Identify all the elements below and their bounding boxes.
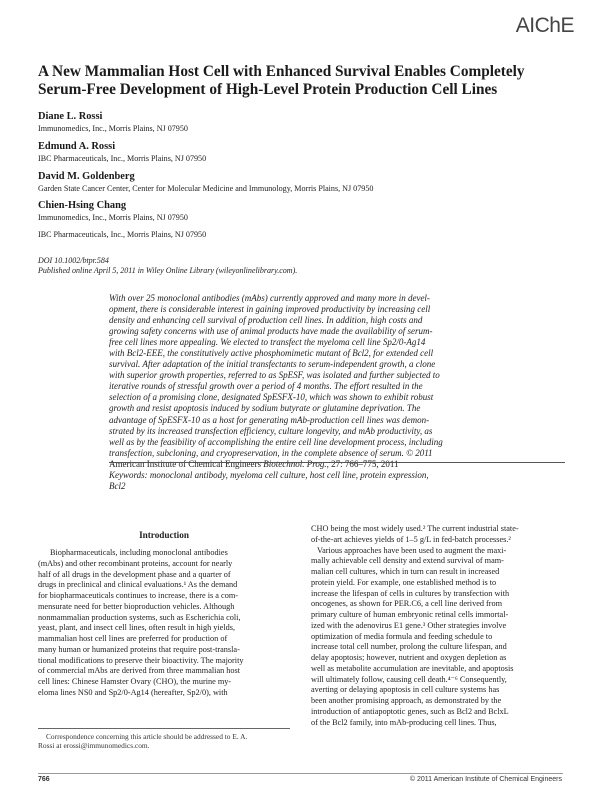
author-affiliation: IBC Pharmaceuticals, Inc., Morris Plains, NJ 07950	[38, 154, 207, 163]
abstract-line: strated by its increased transfection efficiency, culture longevity, and mAb productivity, as	[109, 425, 433, 436]
body-line: (mAbs) and other recombinant proteins, account for nearly	[38, 558, 233, 568]
author-affiliation: Immunomedics, Inc., Morris Plains, NJ 07950	[38, 124, 188, 133]
body-line: been another promising approach, as demonstrated by the	[311, 696, 502, 705]
body-line: CHO being the most widely used.² The current industrial state-	[311, 524, 519, 533]
body-line: primary culture of human embryonic retinal cells immortal-	[311, 610, 509, 619]
title-line: Serum-Free Development of High-Level Protein Production Cell Lines	[38, 80, 498, 98]
journal-logo: AIChE	[515, 14, 574, 37]
body-line: of-the-art achieves yields of 1–5 g/L in fed-batch processes.²	[311, 534, 511, 544]
abstract-line: well as by the feasibility of accomplishing the entire cell line development process, including	[109, 436, 443, 447]
publication-note: Published online April 5, 2011 in Wiley Online Library (wileyonlinelibrary.com).	[38, 266, 298, 275]
author-name: Diane L. Rossi	[38, 111, 103, 122]
keywords-line: Bcl2	[109, 480, 126, 491]
abstract-publisher: American Institute of Chemical Engineers	[109, 458, 261, 469]
abstract-line: advantage of SpESFX-10 as a host for generating mAb-production cell lines was demon-	[109, 414, 430, 425]
body-line: increase the lifespan of cells in cultures by transfection with	[311, 588, 510, 598]
body-line: half of all drugs in the development phase and a quarter of	[38, 569, 231, 579]
body-line: of the Bcl2 family, into mAb-producing cell lines. Thus,	[311, 717, 497, 727]
body-line: drugs in preclinical and clinical evaluations.¹ As the demand	[38, 580, 238, 590]
body-line: increase total cell number, prolong the culture lifespan, and	[311, 642, 507, 652]
body-line: ized with the adenovirus E1 gene.³ Other strategies involve	[311, 620, 507, 630]
abstract-journal: Biotechnol. Prog.,	[263, 458, 329, 469]
body-line: well as metabolite accumulation are inevitable, and apoptosis	[311, 663, 514, 673]
abstract-line: iterative rounds of stressful growth over a period of 4 months. The effort resulted in the	[109, 381, 423, 392]
author-name: David M. Goldenberg	[38, 171, 135, 182]
body-line: mensurate need for better bioproduction vehicles. Although	[38, 601, 235, 611]
body-line: eloma lines NS0 and Sp2/0-Ag14 (hereafter, Sp2/0), with	[38, 687, 228, 697]
correspondence-footnote	[38, 728, 290, 750]
body-line: mally achievable cell density and extend survival of mam-	[311, 556, 504, 566]
abstract-line: free cell lines more appealing. We elected to transfect the myeloma cell line Sp2/0-Ag14	[109, 337, 426, 348]
right-column	[311, 524, 563, 728]
body-line: Various approaches have been used to augment the maxi-	[311, 545, 507, 555]
author-affiliation: IBC Pharmaceuticals, Inc., Morris Plains, NJ 07950	[38, 230, 207, 239]
author-name: Chien-Hsing Chang	[38, 200, 127, 211]
doi-block	[38, 256, 297, 276]
footnote-line: Correspondence concerning this article should be addressed to E. A.	[46, 732, 248, 741]
abstract-line: with superior growth properties, referred to as SpESF, was isolated and further subjected to	[109, 370, 440, 381]
abstract-citation: 27: 766–775, 2011	[331, 458, 399, 469]
body-line: of commercial mAbs are derived from three mammalian host	[38, 666, 241, 676]
abstract-line: with Bcl2-EEE, the constitutively active phosphomimetic mutant of Bcl2, for extended cell	[109, 348, 434, 359]
page-footer-rule	[38, 773, 563, 774]
abstract-line: growth and resist apoptosis induced by sodium butyrate or glutamine deprivation. The	[109, 403, 421, 414]
section-heading: Introduction	[139, 530, 189, 540]
abstract-divider	[109, 462, 565, 463]
doi[interactable]: DOI 10.1002/btpr.584	[38, 256, 109, 265]
body-line: optimization of media formula and feeding schedule to	[311, 631, 493, 641]
body-line: protein yield. For example, one established method is to	[311, 577, 497, 587]
body-line: many human or humanized proteins that require post-transla-	[38, 644, 240, 654]
body-line: delay apoptosis; however, nutrient and oxygen depletion as	[311, 653, 507, 662]
body-line: oncogenes, as shown for PER.C6, a cell line derived from	[311, 599, 503, 609]
footnote-line: Rossi at erossi@immunomedics.com.	[38, 741, 150, 750]
abstract-line: opment, there is considerable interest in gaining improved productivity by increasing cell	[109, 304, 431, 315]
body-line: nonmammalian production systems, such as Escherichia coli,	[38, 612, 241, 622]
footnote-rule	[38, 728, 290, 729]
left-column	[38, 548, 290, 699]
abstract-line: selection of a promising clone, designated SpESFX-10, which was shown to exhibit robust	[109, 392, 434, 403]
body-line: averting or delaying apoptosis in cell culture systems has	[311, 685, 500, 695]
body-line: mammalian host cell lines are preferred for production of	[38, 634, 228, 643]
page-number: 766	[38, 776, 50, 783]
copyright-notice: © 2011 American Institute of Chemical Engineers	[409, 776, 562, 783]
body-line: will ultimately follow, causing cell death.⁴⁻⁶ Consequently,	[311, 674, 507, 684]
body-line: cell lines: Chinese Hamster Ovary (CHO), the murine my-	[38, 677, 232, 686]
body-line: malian cell cultures, which in turn can result in increased	[311, 567, 500, 576]
body-line: Biopharmaceuticals, including monoclonal antibodies	[50, 548, 228, 557]
body-line: introduction of antiapoptotic genes, such as Bcl2 and BclxL	[311, 706, 509, 716]
abstract-citation-line	[109, 459, 564, 470]
abstract-line: survival. After adaptation of the initial transfectants to serum-independent growth, a clone	[109, 359, 436, 370]
abstract-line: density and enhancing cell survival of production cell lines. In addition, high costs and	[109, 315, 423, 326]
keywords-line: Keywords: monoclonal antibody, myeloma cell culture, host cell line, protein expression,	[109, 469, 429, 480]
abstract-line: transfection, subcloning, and cryopreservation, in the complete absence of serum. © 2011	[109, 447, 433, 458]
body-line: tional modifications to preserve their bioactivity. The majority	[38, 655, 244, 665]
abstract-line: growing safety concerns with use of animal products have made the availability of serum-	[109, 326, 433, 337]
abstract-line: With over 25 monoclonal antibodies (mAbs) currently approved and many more in devel-	[109, 293, 430, 303]
author-name: Edmund A. Rossi	[38, 141, 116, 152]
body-line: for biopharmaceuticals continues to increase, there is a com-	[38, 591, 238, 600]
article-title	[38, 63, 558, 98]
author-affiliation: Immunomedics, Inc., Morris Plains, NJ 07950	[38, 213, 188, 222]
body-line: yeast, plant, and insect cell lines, often result in high yields,	[38, 623, 236, 633]
author-affiliation: Garden State Cancer Center, Center for Molecular Medicine and Immunology, Morris Plains, NJ 07950	[38, 184, 374, 193]
title-line: A New Mammalian Host Cell with Enhanced Survival Enables Completely	[38, 63, 525, 80]
